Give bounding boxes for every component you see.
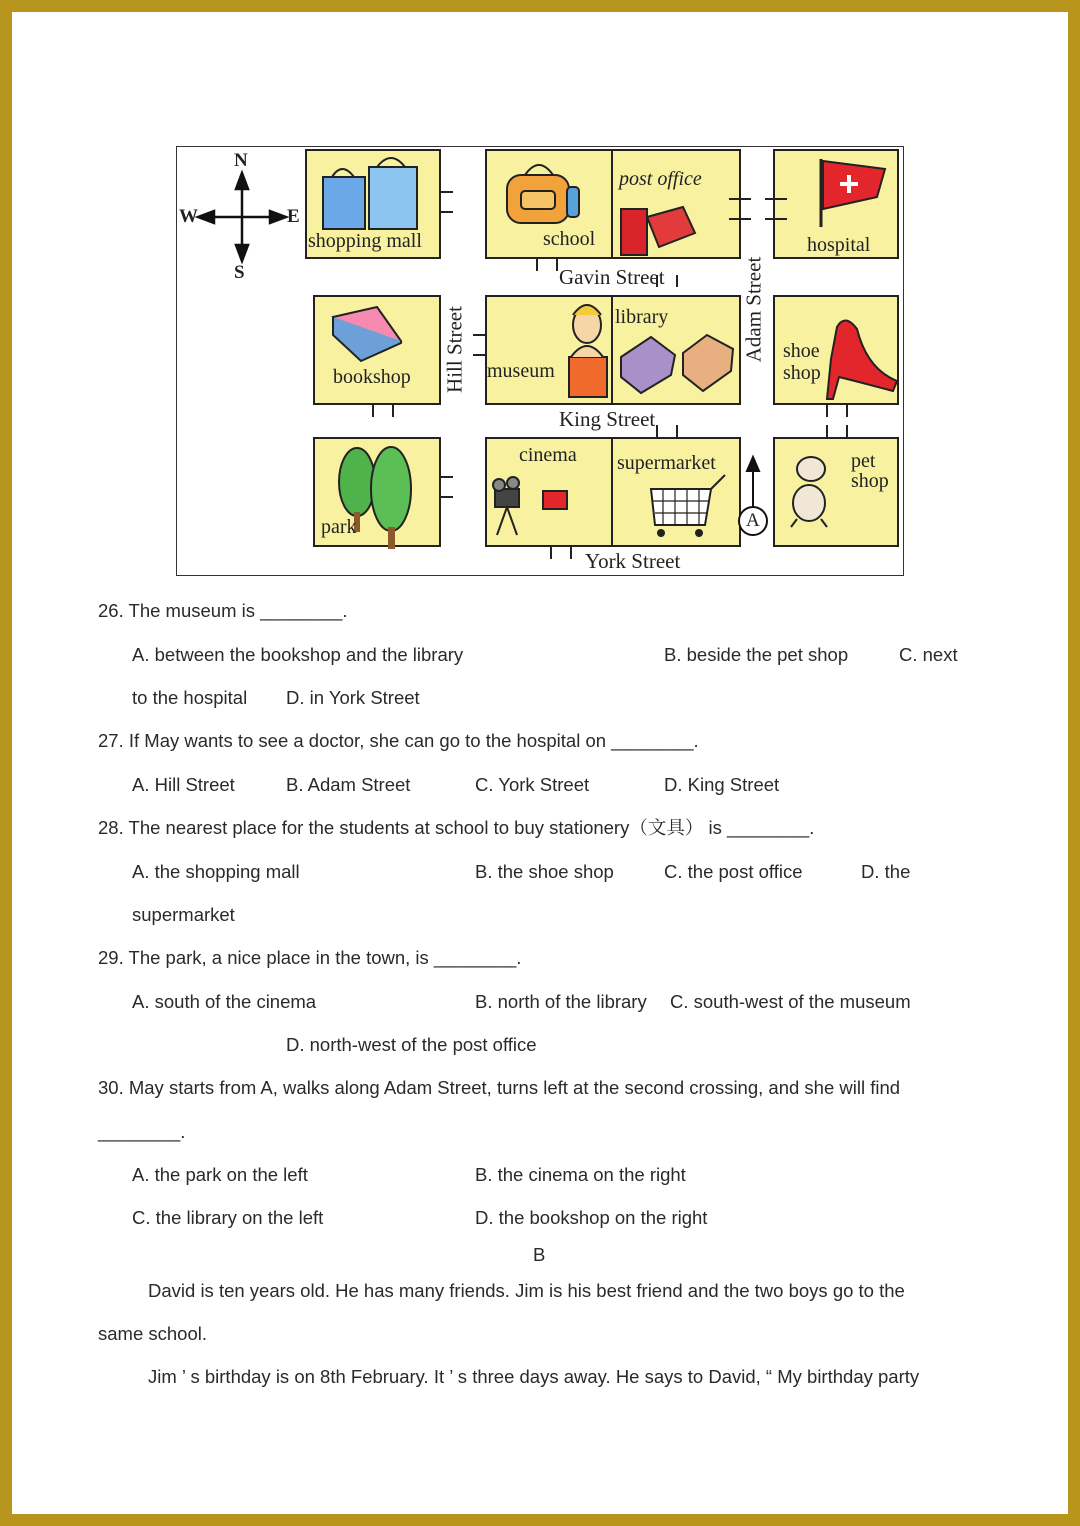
passage-p1-line2: same school. [98,1323,207,1344]
label-pet-shop-line1: pet [851,450,876,472]
cart-icon [651,475,725,537]
town-map [176,146,904,576]
q26-option-b: B. beside the pet shop [664,644,849,665]
label-post-office: post office [619,168,702,190]
q28-option-d: D. the [861,861,911,882]
shopping-bags-icon [323,158,417,229]
compass-north: N [234,150,248,171]
q28-option-b: B. the shoe shop [475,861,614,882]
q27-option-b: B. Adam Street [286,774,411,795]
flag-icon [821,159,885,227]
label-library: library [615,306,669,328]
arrow-north-icon [747,457,759,507]
label-shoe-shop-line2: shop [783,362,821,384]
book-icon [333,307,401,361]
passage-p1-line1: David is ten years old. He has many friends. Jim is his best friend and the two boys go to the [148,1280,905,1301]
compass-south: S [234,262,245,283]
street-york: York Street [585,549,681,573]
q29-option-b: B. north of the library [475,991,647,1012]
q28-stem: 28. The nearest place for the students at school to buy stationery（文具） is ________. [98,817,815,838]
label-supermarket: supermarket [617,452,716,474]
q26-option-d: D. in York Street [286,687,420,708]
q26-stem: 26. The museum is ________. [98,600,348,621]
street-king: King Street [559,407,656,431]
q30-option-d: D. the bookshop on the right [475,1207,708,1228]
label-shopping-mall: shopping mall [308,230,422,252]
label-school: school [543,228,596,250]
section-b-heading: B [533,1244,546,1265]
street-hill: Hill Street [442,306,467,393]
label-museum: museum [487,360,555,382]
compass-east: E [287,206,300,227]
q28-option-d-cont: supermarket [132,904,235,925]
label-cinema: cinema [519,444,577,466]
street-adam: Adam Street [741,256,766,363]
q26-option-c-cont: to the hospital [132,687,248,708]
label-pet-shop-line2: shop [851,470,889,492]
q29-option-d: D. north-west of the post office [286,1034,537,1055]
q29-option-c: C. south-west of the museum [670,991,911,1012]
label-bookshop: bookshop [333,366,411,388]
street-gavin: Gavin Street [559,265,665,289]
q30-stem-cont: ________. [98,1121,186,1142]
bust-icon [569,305,607,397]
q26-option-c: C. next [899,644,958,665]
q27-stem: 27. If May wants to see a doctor, she can go to the hospital on ________. [98,730,699,751]
compass-west: W [179,206,198,227]
q30-stem: 30. May starts from A, walks along Adam Street, turns left at the second crossing, and she will find [98,1077,901,1098]
camera-icon [493,477,567,535]
passage-p2-line1: Jim ’ s birthday is on 8th February. It ’ s three days away. He says to David, “ My birthday party [148,1366,920,1387]
q29-option-a: A. south of the cinema [132,991,317,1012]
q30-option-a: A. the park on the left [132,1164,308,1185]
q29-stem: 29. The park, a nice place in the town, is ________. [98,947,522,968]
label-park: park [321,516,357,538]
books-icon [621,335,733,393]
compass-icon [198,173,286,261]
q28-option-a: A. the shopping mall [132,861,300,882]
point-a-label: A [746,510,760,531]
dog-icon [791,457,827,527]
high-heel-icon [827,320,897,399]
q27-option-c: C. York Street [475,774,590,795]
label-shoe-shop-line1: shoe [783,340,820,362]
mailbox-icon [621,207,695,255]
q30-option-c: C. the library on the left [132,1207,324,1228]
q28-option-c: C. the post office [664,861,803,882]
q27-option-d: D. King Street [664,774,780,795]
schoolbag-icon [507,165,579,223]
q27-option-a: A. Hill Street [132,774,235,795]
q30-option-b: B. the cinema on the right [475,1164,686,1185]
label-hospital: hospital [807,234,871,256]
q26-option-a: A. between the bookshop and the library [132,644,464,665]
